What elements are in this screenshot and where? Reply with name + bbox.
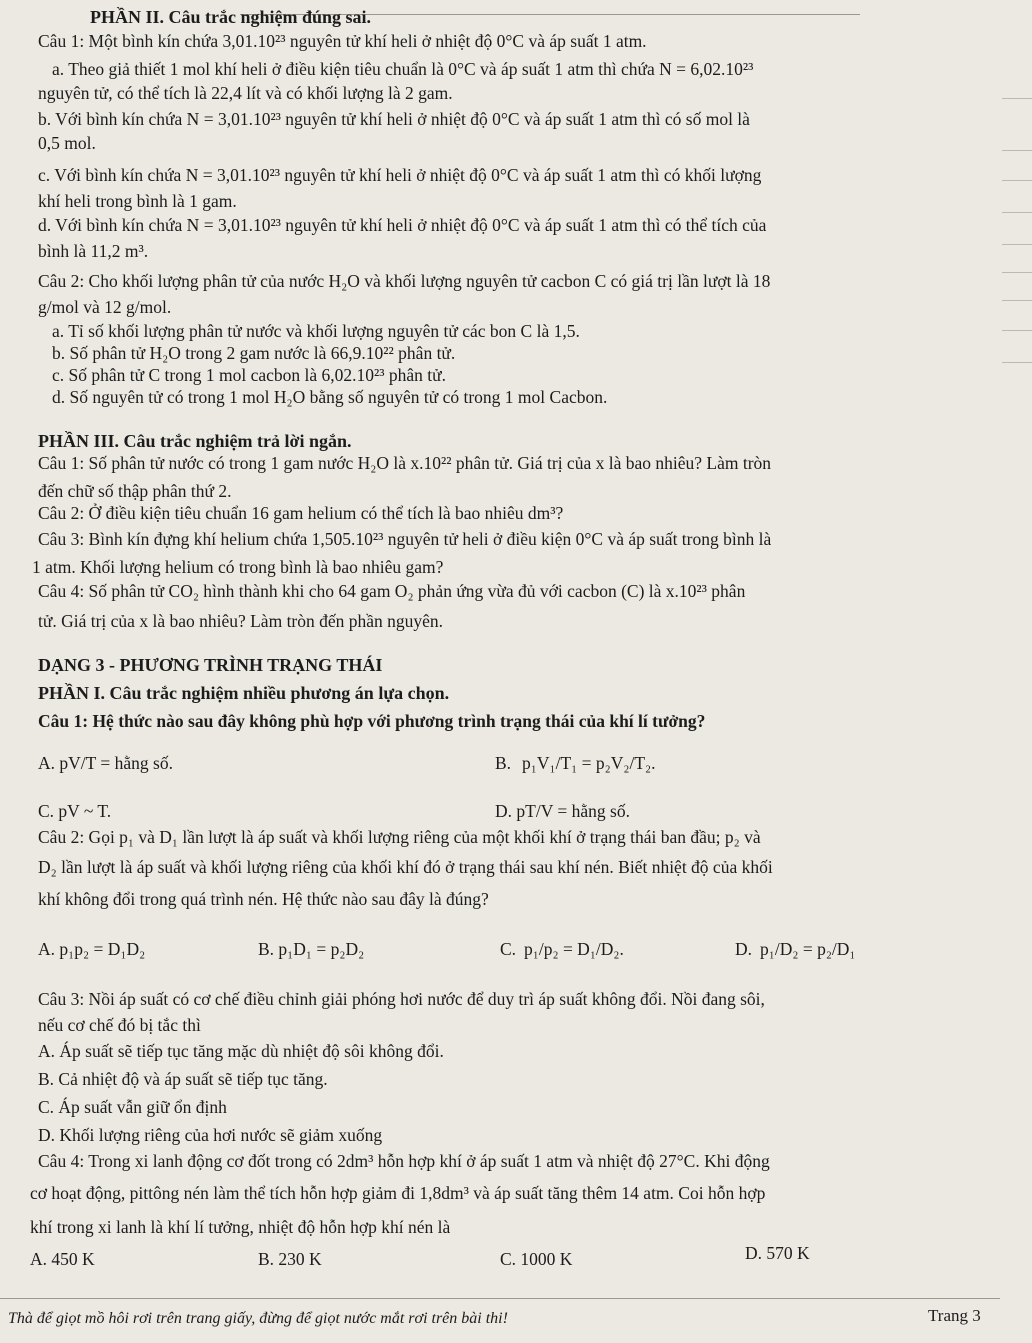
margin-line	[1002, 98, 1032, 99]
q2-option-c-equation: p₁/p₂ = D₁/D₂.	[524, 939, 624, 959]
section3-q4-line2: cơ hoạt động, pittông nén làm thể tích hỗn hợp giảm đi 1,8dm³ và áp suất tăng thêm 14 atm. Coi hỗn hợp	[30, 1183, 766, 1203]
q2-option-d-equation: p₁/D₂ = p₂/D₁	[760, 939, 856, 959]
q1-option-a: A. pV/T = hằng số.	[38, 753, 173, 773]
q2-option-a: A. p₁p₂ = D₁D₂	[38, 939, 146, 959]
margin-line	[1002, 212, 1032, 213]
footer-rule	[0, 1298, 1000, 1299]
part2-q1c-line2: khí heli trong bình là 1 gam.	[38, 191, 237, 211]
part2-title: PHẦN II. Câu trắc nghiệm đúng sai.	[90, 7, 372, 27]
q4-option-d: D. 570 K	[745, 1243, 810, 1263]
section3-q4-line1: Câu 4: Trong xi lanh động cơ đốt trong có 2dm³ hỗn hợp khí ở áp suất 1 atm và nhiệt độ 27°C. Khi động	[38, 1151, 770, 1171]
margin-line	[1002, 244, 1032, 245]
part3-q3-line2: 1 atm. Khối lượng helium có trong bình là bao nhiêu gam?	[32, 557, 444, 577]
part2-q1a-line1: a. Theo giả thiết 1 mol khí heli ở điều kiện tiêu chuẩn là 0°C và áp suất 1 atm thì chứa N = 6,02.10²³	[52, 59, 754, 79]
margin-line	[1002, 272, 1032, 273]
part2-q2-line1: Câu 2: Cho khối lượng phân tử của nước H₂O và khối lượng nguyên tử cacbon C có giá trị lần lượt là 18	[38, 271, 771, 291]
part3-q2: Câu 2: Ở điều kiện tiêu chuẩn 16 gam helium có thể tích là bao nhiêu dm³?	[38, 503, 564, 523]
footer-quote: Thà để giọt mồ hôi rơi trên trang giấy, đừng để giọt nước mắt rơi trên bài thi!	[8, 1310, 508, 1327]
part2-q2-line2: g/mol và 12 g/mol.	[38, 297, 172, 317]
section3-q2-line1: Câu 2: Gọi p₁ và D₁ lần lượt là áp suất và khối lượng riêng của một khối khí ở trạng thái ban đầu; p₂ và	[38, 827, 761, 847]
part2-q2c: c. Số phân tử C trong 1 mol cacbon là 6,02.10²³ phân tử.	[52, 365, 446, 385]
q3-option-d: D. Khối lượng riêng của hơi nước sẽ giảm xuống	[38, 1125, 383, 1145]
q3-option-c: C. Áp suất vẫn giữ ổn định	[38, 1097, 227, 1117]
part2-q1: Câu 1: Một bình kín chứa 3,01.10²³ nguyên tử khí heli ở nhiệt độ 0°C và áp suất 1 atm.	[38, 31, 647, 51]
part2-q2a: a. Tỉ số khối lượng phân tử nước và khối lượng nguyên tử các bon C là 1,5.	[52, 321, 580, 341]
margin-line	[1002, 300, 1032, 301]
part2-q1c-line1: c. Với bình kín chứa N = 3,01.10²³ nguyên tử khí heli ở nhiệt độ 0°C và áp suất 1 atm thì có khối lượng	[38, 165, 762, 185]
section3-q1: Câu 1: Hệ thức nào sau đây không phù hợp với phương trình trạng thái của khí lí tưởng?	[38, 711, 706, 731]
margin-line	[1002, 330, 1032, 331]
margin-line	[1002, 180, 1032, 181]
part2-q1a-line2: nguyên tử, có thể tích là 22,4 lít và có khối lượng là 2 gam.	[38, 83, 453, 103]
q4-option-c: C. 1000 K	[500, 1249, 573, 1269]
section3-part1-title: PHẦN I. Câu trắc nghiệm nhiều phương án lựa chọn.	[38, 683, 450, 703]
q1-option-c: C. pV ~ T.	[38, 801, 112, 821]
section3-q3-line1: Câu 3: Nồi áp suất có cơ chế điều chỉnh giải phóng hơi nước để duy trì áp suất không đổi. Nồi đang sôi,	[38, 989, 765, 1009]
part3-q4-line2: tử. Giá trị của x là bao nhiêu? Làm tròn đến phần nguyên.	[38, 611, 444, 631]
q3-option-a: A. Áp suất sẽ tiếp tục tăng mặc dù nhiệt độ sôi không đổi.	[38, 1041, 444, 1061]
q4-option-b: B. 230 K	[258, 1249, 322, 1269]
margin-line	[1002, 150, 1032, 151]
section3-q3-line2: nếu cơ chế đó bị tắc thì	[38, 1015, 201, 1035]
part3-q4-line1: Câu 4: Số phân tử CO₂ hình thành khi cho 64 gam O₂ phản ứng vừa đủ với cacbon (C) là x.10²³ phân	[38, 581, 746, 601]
part2-q1b-line1: b. Với bình kín chứa N = 3,01.10²³ nguyên tử khí heli ở nhiệt độ 0°C và áp suất 1 atm thì có số mol là	[38, 109, 750, 129]
part2-q1d-line1: d. Với bình kín chứa N = 3,01.10²³ nguyên tử khí heli ở nhiệt độ 0°C và áp suất 1 atm thì có thể tích của	[38, 215, 767, 235]
q3-option-b: B. Cả nhiệt độ và áp suất sẽ tiếp tục tăng.	[38, 1069, 328, 1089]
q1-option-b-equation: p₁V₁/T₁ = p₂V₂/T₂.	[522, 753, 656, 773]
part2-q2d: d. Số nguyên tử có trong 1 mol H₂O bằng số nguyên tử có trong 1 mol Cacbon.	[52, 387, 608, 407]
q1-option-d: D. pT/V = hằng số.	[495, 801, 630, 821]
part3-q3-line1: Câu 3: Bình kín đựng khí helium chứa 1,505.10²³ nguyên tử heli ở điều kiện 0°C và áp suất trong bình là	[38, 529, 772, 549]
q4-option-a: A. 450 K	[30, 1249, 95, 1269]
section3-q4-line3: khí trong xi lanh là khí lí tưởng, nhiệt độ hỗn hợp khí nén là	[30, 1217, 451, 1237]
section3-q2-line2: D₂ lần lượt là áp suất và khối lượng riêng của khối khí đó ở trạng thái sau khí nén. Biết nhiệt độ của khối	[38, 857, 773, 877]
margin-line	[1002, 362, 1032, 363]
q2-option-d-label: D.	[735, 939, 753, 959]
q1-option-b-label: B.	[495, 753, 512, 773]
part3-title: PHẦN III. Câu trắc nghiệm trả lời ngắn.	[38, 431, 352, 451]
section3-title: DẠNG 3 - PHƯƠNG TRÌNH TRẠNG THÁI	[38, 655, 383, 675]
part2-q1b-line2: 0,5 mol.	[38, 133, 96, 153]
q2-option-b: B. p₁D₁ = p₂D₂	[258, 939, 365, 959]
part3-q1-line1: Câu 1: Số phân tử nước có trong 1 gam nước H₂O là x.10²² phân tử. Giá trị của x là bao nhiêu? Làm tròn	[38, 453, 772, 473]
part3-q1-line2: đến chữ số thập phân thứ 2.	[38, 481, 232, 501]
q2-option-c-label: C.	[500, 939, 517, 959]
section3-q2-line3: khí không đổi trong quá trình nén. Hệ thức nào sau đây là đúng?	[38, 889, 489, 909]
page-number: Trang 3	[928, 1306, 981, 1325]
part2-q2b: b. Số phân tử H₂O trong 2 gam nước là 66,9.10²² phân tử.	[52, 343, 456, 363]
part2-q1d-line2: bình là 11,2 m³.	[38, 241, 149, 261]
